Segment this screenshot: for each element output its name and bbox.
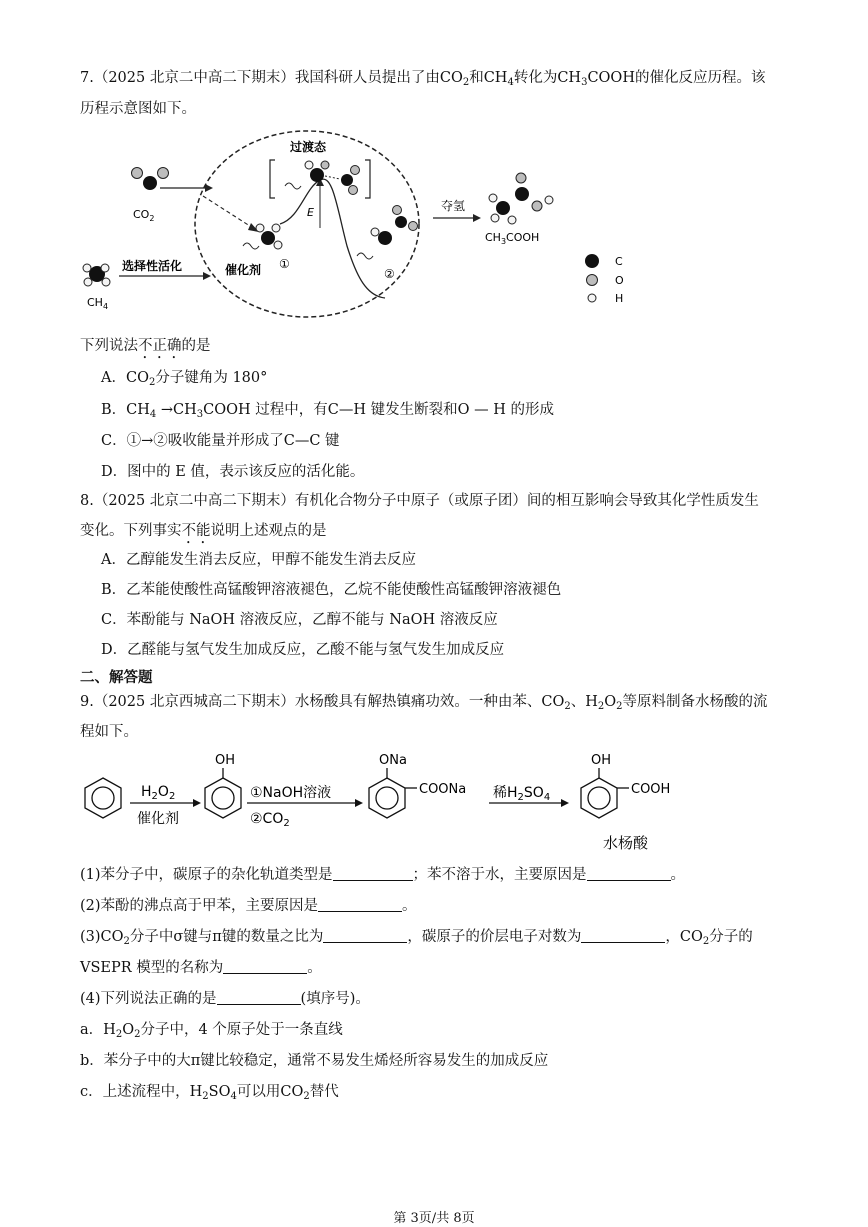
section-heading: 二、解答题 xyxy=(80,670,153,686)
ch3cooh-label: $CH_3COOH$ xyxy=(485,231,540,246)
sodium-salicylate-structure xyxy=(369,768,417,818)
marker-2: ② xyxy=(384,267,395,281)
q8-option-b: B．乙苯能使酸性高锰酸钾溶液褪色，乙烷不能使酸性高锰酸钾溶液褪色 xyxy=(101,582,562,598)
legend-hydrogen-dot xyxy=(588,294,596,302)
q7-stem-line1: 7.（2025 北京二中高二下期末）我国科研人员提出了由$CO_2$和$CH_4$转化为$CH_3COOH$的催化反应历程。该 xyxy=(80,70,766,88)
q9-option-a: a．$H_2O_2$分子中，4 个原子处于一条直线 xyxy=(80,1022,343,1040)
coona-group: COONa xyxy=(419,782,467,797)
reaction-mechanism-diagram xyxy=(75,128,635,328)
q8-option-d: D．乙醛能与氢气发生加成反应，乙酸不能与氢气发生加成反应 xyxy=(101,642,505,658)
q7-option-b: B．$CH_4$ $\to CH_3COOH$ 过程中，有C—H 键发生断裂和O — H 的形成 xyxy=(101,402,555,420)
reagent-co2: $②CO_2$ xyxy=(250,811,290,829)
intermediate-1 xyxy=(243,224,282,249)
answer-blank[interactable] xyxy=(581,928,665,943)
legend-oxygen-dot xyxy=(587,275,598,286)
energy-curve xyxy=(280,179,385,298)
salicylic-acid-structure xyxy=(581,768,629,818)
q9-option-c: c．上述流程中，$H_2SO_4$可以用$CO_2$替代 xyxy=(80,1084,339,1102)
reagent-naoh: ①NaOH溶液 xyxy=(250,785,332,801)
salicylic-oh: OH xyxy=(591,753,612,768)
q7-option-d: D．图中的 E 值，表示该反应的活化能。 xyxy=(101,464,365,480)
reagent-catalyst: 催化剂 xyxy=(137,811,179,827)
q7-option-c: C．①→②吸收能量并形成了C—C 键 xyxy=(101,433,340,449)
ch4-molecule xyxy=(83,264,110,286)
legend-hydrogen-label: H xyxy=(615,292,624,305)
selective-activation-label: 选择性活化 xyxy=(122,259,183,273)
salicylic-acid-name: 水杨酸 xyxy=(603,834,649,852)
salicylic-cooh: COOH xyxy=(631,782,671,797)
e-label: E xyxy=(307,206,314,219)
phenol-oh: OH xyxy=(215,753,236,768)
answer-blank[interactable] xyxy=(318,897,402,912)
salicylic-acid-synthesis-scheme xyxy=(75,750,695,855)
q9-part3-line2: VSEPR 模型的名称为 。 xyxy=(80,960,322,976)
q9-option-b: b．苯分子中的大π键比较稳定，通常不易发生烯烃所容易发生的加成反应 xyxy=(80,1053,549,1069)
q8-option-c: C．苯酚能与 NaOH 溶液反应，乙醇不能与 NaOH 溶液反应 xyxy=(101,612,498,628)
reagent-dilute-h2so4: 稀$H_2SO_4$ xyxy=(493,785,551,803)
answer-blank[interactable] xyxy=(323,928,407,943)
legend-carbon-label: C xyxy=(615,255,623,268)
catalyst-region-ellipse xyxy=(195,131,419,317)
ona-group: ONa xyxy=(379,753,407,768)
transition-state-label: 过渡态 xyxy=(290,140,327,154)
marker-1: ① xyxy=(279,257,290,271)
answer-blank[interactable] xyxy=(223,959,307,974)
page-footer: 第 3页/共 8页 xyxy=(393,1211,475,1226)
catalyst-label: 催化剂 xyxy=(225,263,262,277)
co2-molecule xyxy=(132,168,169,191)
q8-stem-line1: 8.（2025 北京二中高二下期末）有机化合物分子中原子（或原子团）间的相互影响会导致其化学性质发生 xyxy=(80,493,759,509)
legend-oxygen-label: O xyxy=(615,274,624,287)
intermediate-2 xyxy=(357,206,418,260)
transition-state-molecule xyxy=(285,161,360,195)
ch3cooh-molecule xyxy=(489,173,553,224)
answer-blank[interactable] xyxy=(333,866,413,881)
hydrogen-abstraction-label: 夺氢 xyxy=(441,199,466,213)
q7-option-a: A．$CO_2$分子键角为 180° xyxy=(101,370,268,388)
ch4-label: $CH_4$ xyxy=(87,296,109,311)
co2-label: $CO_2$ xyxy=(133,208,155,223)
q8-stem-line2: 变化。下列事实不能说明上述观点的是 xyxy=(80,523,327,539)
reagent-h2o2: $H_2O_2$ xyxy=(141,784,176,802)
atom-legend xyxy=(585,254,624,305)
q9-part3-line1: $(3)CO_2$分子中σ键与π键的数量之比为 ，碳原子的价层电子对数为 ，$CO_2$分子的 xyxy=(80,929,753,947)
q9-part1: (1)苯分子中，碳原子的杂化轨道类型是 ；苯不溶于水，主要原因是 。 xyxy=(80,867,686,883)
q7-stem-line2: 历程示意图如下。 xyxy=(80,101,196,117)
q9-stem-line1: 9.（2025 北京西城高二下期末）水杨酸具有解热镇痛功效。一种由苯、$CO_2$、$H_2O_2$等原料制备水杨酸的流 xyxy=(80,694,768,712)
answer-blank[interactable] xyxy=(587,866,671,881)
q9-part4: (4)下列说法正确的是 (填序号)。 xyxy=(80,991,370,1007)
answer-blank[interactable] xyxy=(217,990,301,1005)
q7-question-stem: 下列说法不正确的是 xyxy=(80,338,211,354)
q9-stem-line2: 程如下。 xyxy=(80,724,138,740)
q9-part2: (2)苯酚的沸点高于甲苯，主要原因是 。 xyxy=(80,898,417,914)
q8-option-a: A．乙醇能发生消去反应，甲醇不能发生消去反应 xyxy=(101,552,416,568)
legend-carbon-dot xyxy=(585,254,599,268)
benzene-structure xyxy=(85,778,121,818)
phenol-structure xyxy=(205,768,241,818)
